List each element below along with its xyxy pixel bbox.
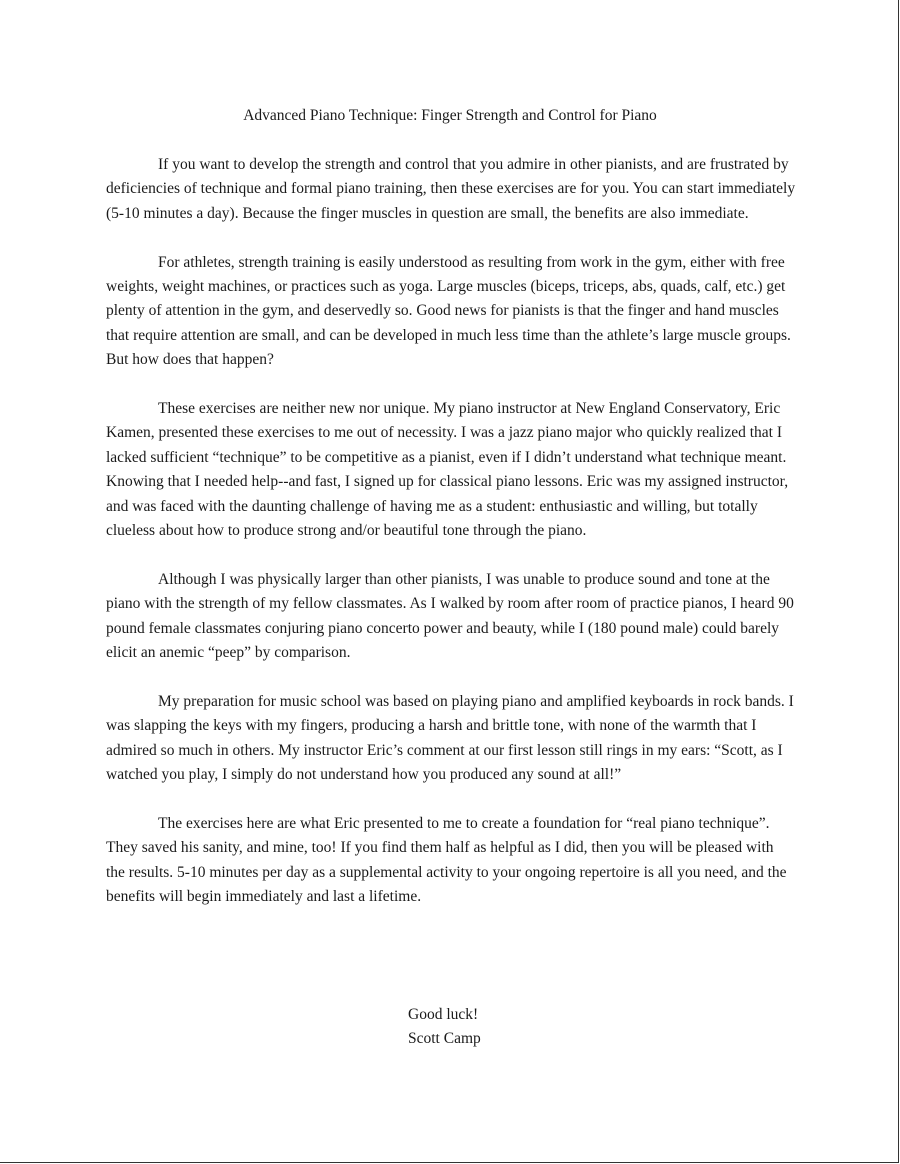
closing-line: Good luck! <box>408 1006 479 1023</box>
paragraph-athletes: For athletes, strength training is easily understood as resulting from work in the gym, either with free weights, weight machines, or practices such as yoga. Large muscles (biceps, triceps, abs, quads, calf, etc.) get plenty of attention in the gym, and deservedly so. Good news for pianists is that the finger and hand muscles that require attention are small, and can be developed in much less time than the athlete’s large muscle groups. But how does that happen? <box>106 253 791 369</box>
author-name: Scott Camp <box>408 1030 481 1048</box>
signoff <box>408 1003 481 1052</box>
document-title: Advanced Piano Technique: Finger Strength and Control for Piano <box>243 107 657 124</box>
paragraph-classmates: Although I was physically larger than other pianists, I was unable to produce sound and tone at the piano with the strength of my fellow classmates. As I walked by room after room of practice pianos, I heard 90 pound female classmates conjuring piano concerto power and beauty, while I (180 pound male) could barely elicit an anemic “peep” by comparison. <box>106 570 794 662</box>
paragraph-intro: If you want to develop the strength and control that you admire in other pianists, and are frustrated by deficiencies of technique and formal piano training, then these exercises are for you. You can start immediately (5-10 minutes a day). Because the finger muscles in question are small, the benefits are also immediate. <box>106 156 796 222</box>
paragraph-preparation: My preparation for music school was based on playing piano and amplified keyboards in rock bands. I was slapping the keys with my fingers, producing a harsh and brittle tone, with none of the warmth that I admired so much in others. My instructor Eric’s comment at our first lesson still rings in my ears: “Scott, as I watched you play, I simply do not understand how you produced any sound at all!” <box>106 692 794 784</box>
paragraph-conclusion: The exercises here are what Eric presented to me to create a foundation for “real piano technique”. They saved his sanity, and mine, too! If you find them half as helpful as I did, then you will be pleased with the results. 5-10 minutes per day as a supplemental activity to your ongoing repertoire is all you need, and the benefits will begin immediately and last a lifetime. <box>106 814 787 906</box>
document-body <box>106 153 796 934</box>
paragraph-origin: These exercises are neither new nor unique. My piano instructor at New England Conservatory, Eric Kamen, presented these exercises to me out of necessity. I was a jazz piano major who quickly realized that I lacked sufficient “technique” to be competitive as a pianist, even if I didn’t understand what technique meant. Knowing that I needed help--and fast, I signed up for classical piano lessons. Eric was my assigned instructor, and was faced with the daunting challenge of having me as a student: enthusiastic and willing, but totally clueless about how to produce strong and/or beautiful tone through the piano. <box>106 400 789 540</box>
